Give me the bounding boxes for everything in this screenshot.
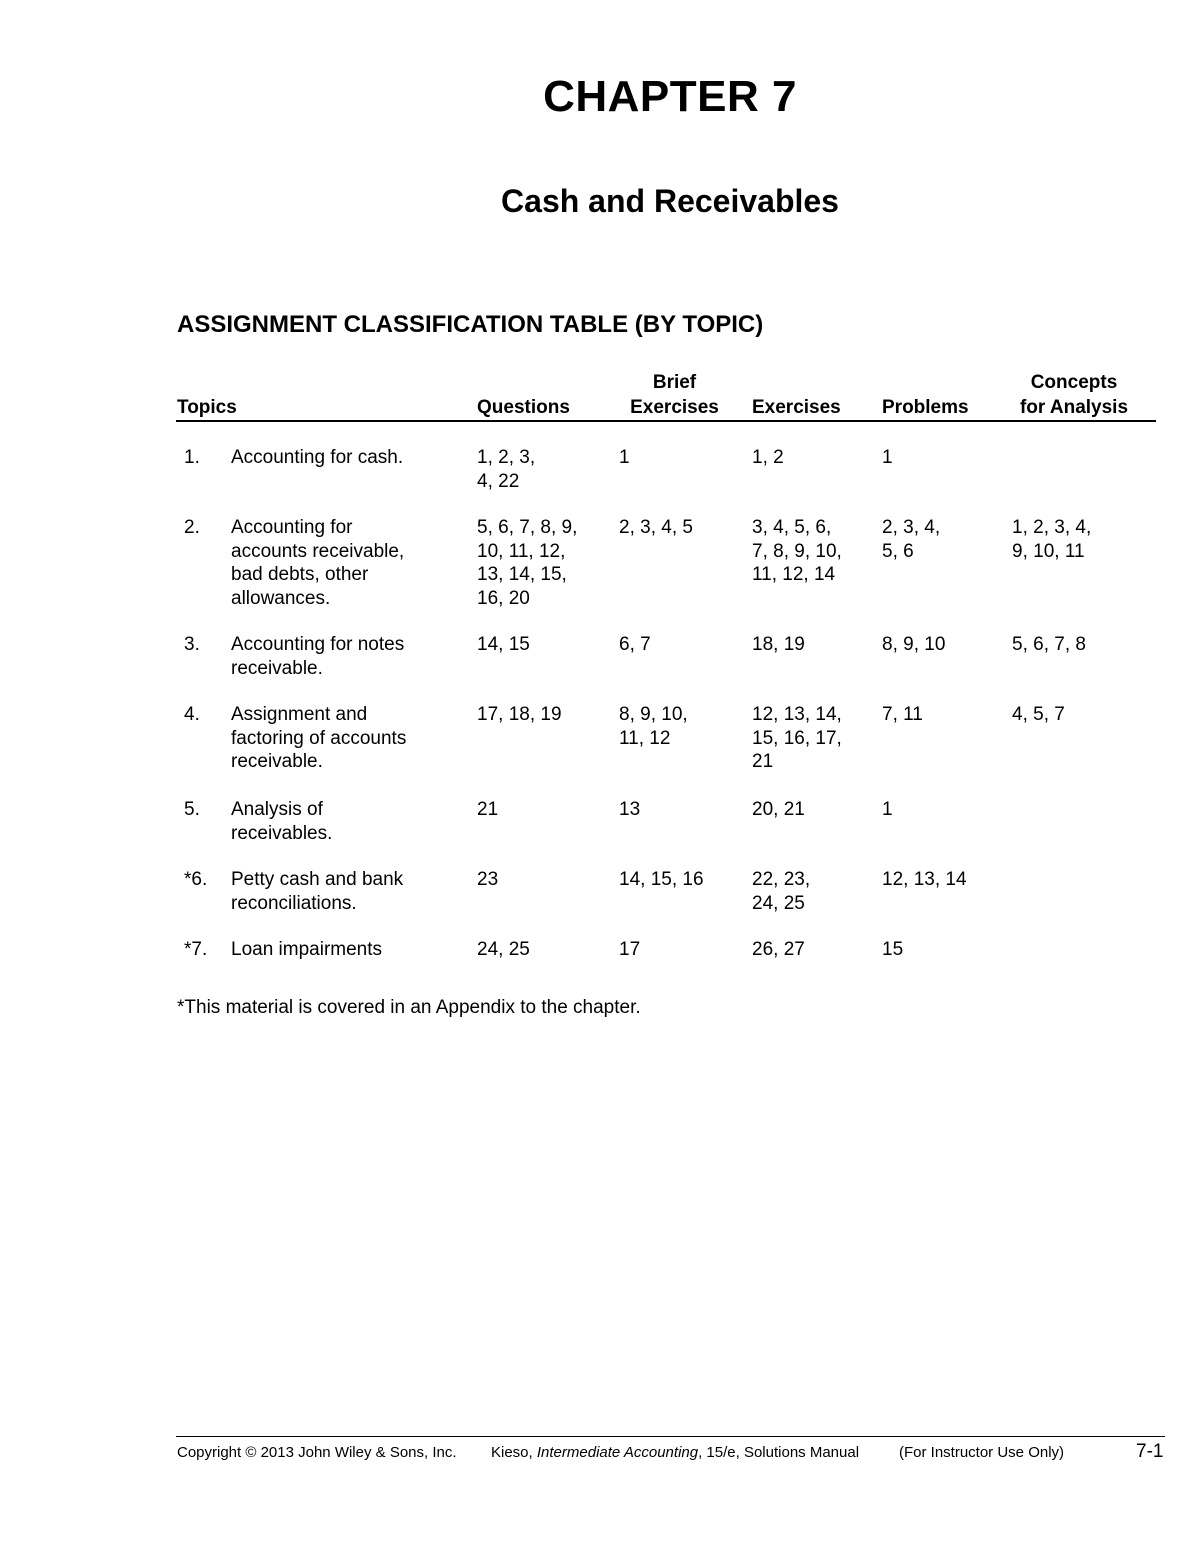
row-exercises: 26, 27 <box>752 939 805 960</box>
row-topic: Petty cash and bank reconciliations. <box>231 869 404 914</box>
row-exercises: 12, 13, 14, 15, 16, 17, 21 <box>752 704 842 772</box>
row-number: *7. <box>184 939 208 960</box>
row-brief-exercises: 6, 7 <box>619 634 651 655</box>
row-problems: 15 <box>882 939 904 960</box>
row-problems: 7, 11 <box>882 704 923 725</box>
header-brief-exercises <box>624 370 725 420</box>
footer-book-reference <box>491 1444 859 1461</box>
footer-edition: , 15/e, Solutions Manual <box>698 1444 860 1461</box>
row-questions: 21 <box>477 799 499 820</box>
header-problems: Problems <box>882 397 969 418</box>
row-number: *6. <box>184 869 208 890</box>
row-concepts-for-analysis: 5, 6, 7, 8 <box>1012 634 1086 655</box>
row-brief-exercises: 14, 15, 16 <box>619 869 704 890</box>
row-questions: 1, 2, 3, 4, 22 <box>477 447 536 492</box>
row-problems: 1 <box>882 799 893 820</box>
row-brief-exercises: 2, 3, 4, 5 <box>619 517 693 538</box>
row-exercises: 18, 19 <box>752 634 805 655</box>
row-exercises: 20, 21 <box>752 799 805 820</box>
row-exercises: 1, 2 <box>752 447 784 468</box>
row-questions: 23 <box>477 869 499 890</box>
row-questions: 24, 25 <box>477 939 530 960</box>
row-exercises: 22, 23, 24, 25 <box>752 869 811 914</box>
header-topics: Topics <box>177 397 237 418</box>
footer-use-note: (For Instructor Use Only) <box>899 1444 1065 1461</box>
row-number: 5. <box>184 799 200 820</box>
row-questions: 17, 18, 19 <box>477 704 562 725</box>
row-problems: 8, 9, 10 <box>882 634 946 655</box>
row-topic: Loan impairments <box>231 939 383 960</box>
footer-author: Kieso, <box>491 1444 533 1461</box>
row-number: 4. <box>184 704 200 725</box>
row-number: 3. <box>184 634 200 655</box>
row-brief-exercises: 17 <box>619 939 641 960</box>
footer-book-title: Intermediate Accounting <box>536 1444 699 1461</box>
row-topic: Accounting for notes receivable. <box>231 634 405 679</box>
row-topic: Accounting for accounts receivable, bad debts, other allowances. <box>231 517 405 609</box>
row-problems: 1 <box>882 447 893 468</box>
header-brief-line2: Exercises <box>630 397 719 418</box>
header-exercises: Exercises <box>752 397 841 418</box>
footer-page-number: 7-1 <box>1136 1441 1164 1462</box>
footer-copyright: Copyright © 2013 John Wiley & Sons, Inc. <box>177 1444 457 1461</box>
footer-rule <box>176 1436 1165 1437</box>
row-concepts-for-analysis: 4, 5, 7 <box>1012 704 1065 725</box>
chapter-subtitle: Cash and Receivables <box>501 183 839 219</box>
row-topic: Analysis of receivables. <box>231 799 333 844</box>
row-brief-exercises: 13 <box>619 799 641 820</box>
row-exercises: 3, 4, 5, 6, 7, 8, 9, 10, 11, 12, 14 <box>752 517 842 585</box>
row-brief-exercises: 8, 9, 10, 11, 12 <box>619 704 688 749</box>
row-topic: Accounting for cash. <box>231 447 404 468</box>
row-concepts-for-analysis: 1, 2, 3, 4, 9, 10, 11 <box>1012 517 1092 562</box>
row-questions: 14, 15 <box>477 634 530 655</box>
row-topic: Assignment and factoring of accounts receivable. <box>231 704 407 772</box>
chapter-title: CHAPTER 7 <box>543 72 797 121</box>
row-number: 1. <box>184 447 200 468</box>
row-problems: 2, 3, 4, 5, 6 <box>882 517 941 562</box>
footnote: *This material is covered in an Appendix to the chapter. <box>177 997 641 1018</box>
row-problems: 12, 13, 14 <box>882 869 967 890</box>
header-brief-line1: Brief <box>652 372 697 393</box>
row-number: 2. <box>184 517 200 538</box>
table-heading: ASSIGNMENT CLASSIFICATION TABLE (BY TOPIC) <box>177 311 764 338</box>
row-brief-exercises: 1 <box>619 447 630 468</box>
header-questions: Questions <box>477 397 570 418</box>
header-concepts-for-analysis <box>1012 370 1136 420</box>
row-questions: 5, 6, 7, 8, 9, 10, 11, 12, 13, 14, 15, 16, 20 <box>477 517 578 609</box>
header-concepts-line2: for Analysis <box>1019 397 1129 418</box>
header-concepts-line1: Concepts <box>1030 372 1118 393</box>
header-rule <box>176 420 1156 422</box>
